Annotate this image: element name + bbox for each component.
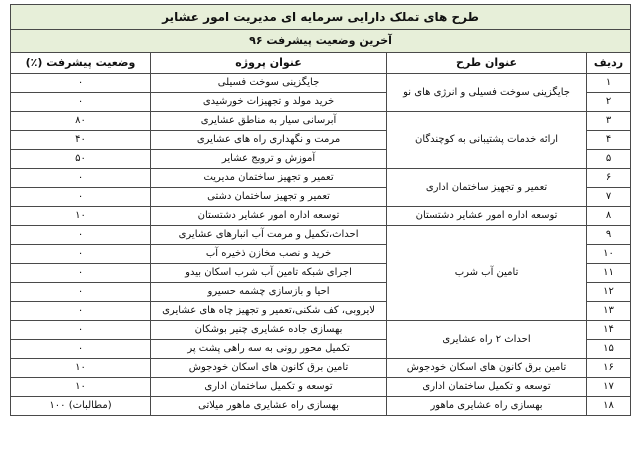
row-number-cell: ۱ (587, 74, 631, 93)
table-row (11, 207, 631, 226)
header-progress: وضعیت پیشرفت (٪) (11, 53, 151, 74)
project-title-cell: تامین برق کانون های اسکان خودجوش (151, 359, 387, 378)
project-title-cell: جایگزینی سوخت فسیلی (151, 74, 387, 93)
row-number-cell: ۱۰ (587, 245, 631, 264)
project-title-cell: توسعه اداره امور عشایر دشتستان (151, 207, 387, 226)
progress-cell: ۰ (11, 226, 151, 245)
table-subtitle: آخرین وضعیت پیشرفت ۹۶ (11, 30, 631, 53)
table-row (11, 226, 631, 245)
table-row (11, 169, 631, 188)
title-row (11, 5, 631, 30)
project-title-cell: اجرای شبکه تامین آب شرب اسکان بیدو (151, 264, 387, 283)
row-number-cell: ۲ (587, 93, 631, 112)
header-row (11, 53, 631, 74)
row-number-cell: ۹ (587, 226, 631, 245)
progress-cell: ۰ (11, 264, 151, 283)
row-number-cell: ۸ (587, 207, 631, 226)
row-number-cell: ۶ (587, 169, 631, 188)
project-title-cell: خرید و نصب مخازن ذخیره آب (151, 245, 387, 264)
row-number-cell: ۱۴ (587, 321, 631, 340)
table-title: طرح های تملک دارایی سرمایه ای مدیریت امور عشایر (11, 5, 631, 30)
project-title-cell: احداث،تکمیل و مرمت آب انبارهای عشایری (151, 226, 387, 245)
progress-cell: (مطالبات) ۱۰۰ (11, 397, 151, 416)
plan-title-cell: تامین برق کانون های اسکان خودجوش (387, 359, 587, 378)
table-row (11, 359, 631, 378)
plan-title-cell: تعمیر و تجهیز ساختمان اداری (387, 169, 587, 207)
progress-cell: ۱۰ (11, 207, 151, 226)
header-project-title: عنوان پروژه (151, 53, 387, 74)
table-row (11, 397, 631, 416)
table-row (11, 74, 631, 93)
project-title-cell: خرید مولد و تجهیزات خورشیدی (151, 93, 387, 112)
row-number-cell: ۴ (587, 131, 631, 150)
progress-cell: ۴۰ (11, 131, 151, 150)
plan-title-cell: بهسازی راه عشایری ماهور (387, 397, 587, 416)
table-row (11, 112, 631, 131)
plan-title-cell: توسعه و تکمیل ساختمان اداری (387, 378, 587, 397)
plan-title-cell: احداث ۲ راه عشایری (387, 321, 587, 359)
project-title-cell: تکمیل محور رونی به سه راهی پشت پر (151, 340, 387, 359)
table-row (11, 321, 631, 340)
progress-cell: ۰ (11, 302, 151, 321)
progress-cell: ۰ (11, 340, 151, 359)
progress-cell: ۱۰ (11, 378, 151, 397)
progress-cell: ۰ (11, 93, 151, 112)
progress-cell: ۰ (11, 283, 151, 302)
project-title-cell: آبرسانی سیار به مناطق عشایری (151, 112, 387, 131)
row-number-cell: ۷ (587, 188, 631, 207)
projects-table (10, 4, 631, 416)
project-title-cell: لایروبی، کف شکنی،تعمیر و تجهیز چاه های عشایری (151, 302, 387, 321)
row-number-cell: ۱۵ (587, 340, 631, 359)
subtitle-row (11, 30, 631, 53)
row-number-cell: ۱۳ (587, 302, 631, 321)
project-title-cell: توسعه و تکمیل ساختمان اداری (151, 378, 387, 397)
progress-cell: ۰ (11, 169, 151, 188)
project-title-cell: آموزش و ترویج عشایر (151, 150, 387, 169)
project-title-cell: احیا و بازسازی چشمه حسیرو (151, 283, 387, 302)
row-number-cell: ۱۷ (587, 378, 631, 397)
row-number-cell: ۵ (587, 150, 631, 169)
progress-cell: ۵۰ (11, 150, 151, 169)
progress-cell: ۸۰ (11, 112, 151, 131)
project-title-cell: تعمیر و تجهیز ساختمان مدیریت (151, 169, 387, 188)
progress-cell: ۰ (11, 245, 151, 264)
row-number-cell: ۳ (587, 112, 631, 131)
table-body (11, 5, 631, 416)
project-title-cell: تعمیر و تجهیز ساختمان دشتی (151, 188, 387, 207)
project-title-cell: بهسازی راه عشایری ماهور میلاتی (151, 397, 387, 416)
row-number-cell: ۱۲ (587, 283, 631, 302)
plan-title-cell: توسعه اداره امور عشایر دشتستان (387, 207, 587, 226)
progress-cell: ۰ (11, 321, 151, 340)
progress-cell: ۱۰ (11, 359, 151, 378)
row-number-cell: ۱۶ (587, 359, 631, 378)
header-row-number: ردیف (587, 53, 631, 74)
project-title-cell: بهسازی جاده عشایری چنیر بوشکان (151, 321, 387, 340)
header-plan-title: عنوان طرح (387, 53, 587, 74)
row-number-cell: ۱۱ (587, 264, 631, 283)
project-title-cell: مرمت و نگهداری راه های عشایری (151, 131, 387, 150)
progress-cell: ۰ (11, 188, 151, 207)
table-row (11, 378, 631, 397)
plan-title-cell: تامین آب شرب (387, 226, 587, 321)
progress-cell: ۰ (11, 74, 151, 93)
plan-title-cell: ارائه خدمات پشتیبانی به کوچندگان (387, 112, 587, 169)
row-number-cell: ۱۸ (587, 397, 631, 416)
plan-title-cell: جایگزینی سوخت فسیلی و انرژی های نو (387, 74, 587, 112)
